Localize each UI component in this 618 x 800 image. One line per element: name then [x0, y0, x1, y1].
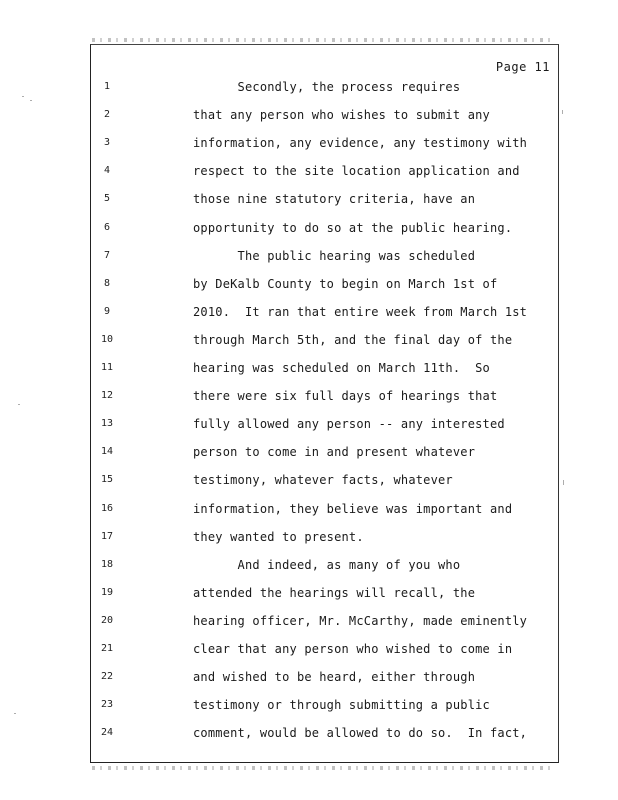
scan-speck [563, 480, 564, 485]
transcript-line: testimony, whatever facts, whatever [193, 473, 453, 488]
transcript-line: hearing officer, Mr. McCarthy, made eminently [193, 613, 528, 628]
transcript-line: hearing was scheduled on March 11th. So [193, 361, 490, 375]
transcript-line: comment, would be allowed to do so. In fact, [193, 726, 528, 741]
top-scan-artifact [92, 38, 554, 42]
line-number: 6 [103, 221, 111, 233]
scan-speck [562, 110, 563, 114]
line-number: 17 [100, 530, 114, 542]
line-number: 19 [100, 586, 114, 598]
page-number-label: Page 11 [495, 60, 550, 74]
scan-speck [22, 96, 24, 97]
transcript-line: and wished to be heard, either through [193, 670, 476, 685]
transcript-line: Secondly, the process requires [193, 80, 461, 94]
transcript-line: person to come in and present whatever [193, 445, 476, 460]
line-number: 14 [100, 446, 114, 458]
line-number: 8 [103, 277, 111, 289]
transcript-line: 2010. It ran that entire week from March 1st [193, 304, 528, 319]
transcript-line: attended the hearings will recall, the [193, 585, 476, 600]
transcript-line: clear that any person who wished to come in [193, 642, 513, 656]
line-number: 23 [100, 699, 114, 711]
transcript-line: information, any evidence, any testimony with [193, 136, 528, 151]
line-number: 13 [100, 418, 114, 430]
line-number: 15 [100, 474, 114, 486]
scan-speck [18, 404, 20, 405]
line-number: 11 [100, 362, 114, 373]
bottom-scan-artifact [92, 766, 554, 770]
transcript-line: by DeKalb County to begin on March 1st of [193, 276, 498, 291]
transcript-line: information, they believe was important and [193, 501, 513, 516]
line-number: 7 [103, 249, 111, 261]
line-number: 5 [103, 193, 111, 205]
line-number: 4 [103, 165, 111, 177]
line-number: 22 [100, 671, 114, 683]
transcript-line: through March 5th, and the final day of the [193, 332, 513, 347]
transcript-line: The public hearing was scheduled [193, 248, 476, 263]
transcript-line: that any person who wishes to submit any [193, 108, 490, 123]
line-number: 9 [103, 305, 111, 317]
transcript-line: fully allowed any person -- any interested [193, 417, 505, 432]
transcript-line: And indeed, as many of you who [193, 557, 461, 572]
line-number: 24 [100, 727, 114, 739]
transcript-line: those nine statutory criteria, have an [193, 192, 476, 207]
transcript-line: respect to the site location application and [193, 164, 520, 179]
line-number: 2 [103, 109, 111, 121]
transcript-line: they wanted to present. [193, 529, 364, 544]
line-number: 10 [100, 333, 114, 345]
line-number: 3 [103, 137, 111, 149]
transcript-line: there were six full days of hearings that [193, 389, 498, 404]
line-number: 1 [103, 81, 111, 92]
scan-speck [30, 100, 32, 101]
line-number: 12 [100, 390, 114, 402]
transcript-line: opportunity to do so at the public hearing. [193, 220, 513, 235]
line-number: 20 [100, 614, 114, 626]
line-number: 18 [100, 558, 114, 570]
scan-speck [14, 713, 16, 714]
line-number: 21 [100, 643, 114, 654]
transcript-line: testimony or through submitting a public [193, 698, 490, 713]
line-number: 16 [100, 502, 114, 514]
